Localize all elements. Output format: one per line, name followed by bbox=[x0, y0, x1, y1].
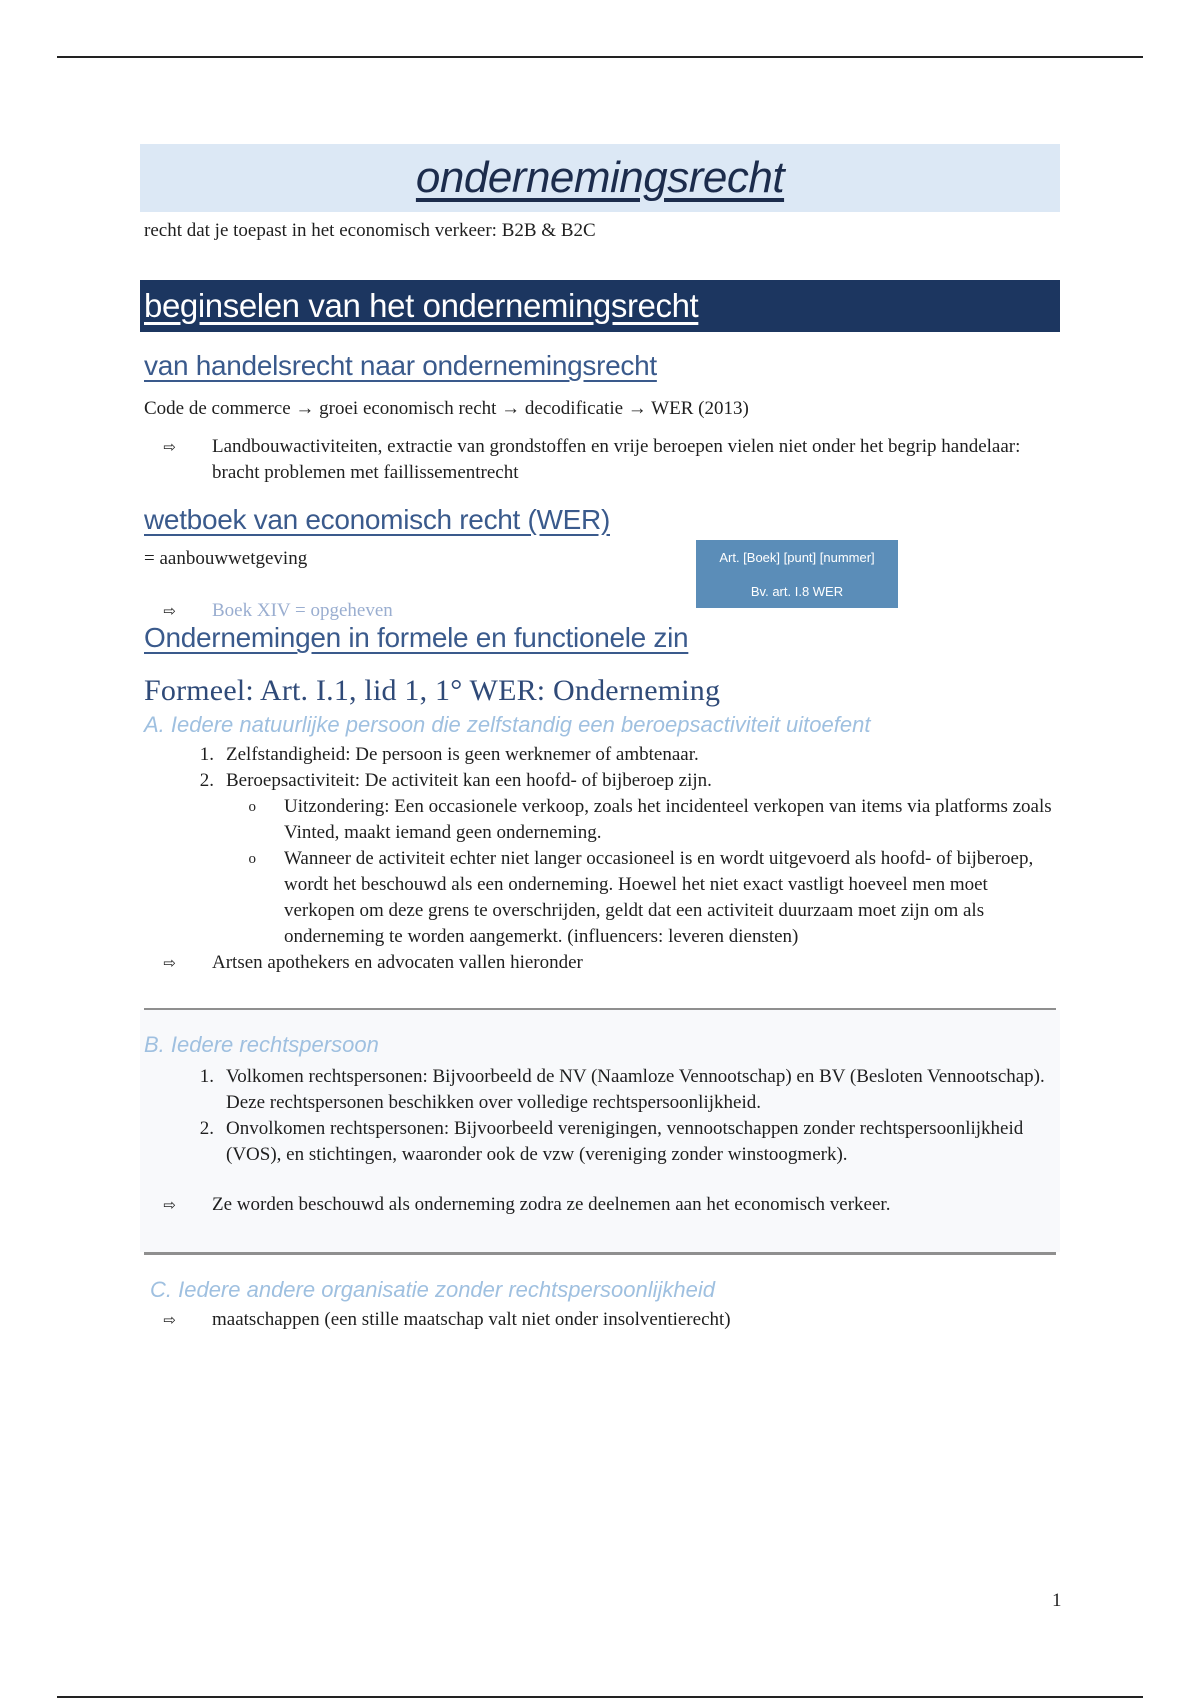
arrow-note bbox=[140, 598, 1060, 624]
article-format-callout bbox=[696, 540, 898, 608]
section-b bbox=[140, 1010, 1060, 1252]
section-heading: beginselen van het ondernemingsrecht bbox=[144, 287, 699, 324]
arrow-icon: ⇨ bbox=[163, 602, 176, 620]
list-a bbox=[140, 742, 1060, 950]
page-content bbox=[140, 144, 1060, 1333]
arrow-icon: ⇨ bbox=[163, 1196, 176, 1214]
arrow-icon: ⇨ bbox=[163, 1311, 176, 1329]
arrow-icon: ⇨ bbox=[163, 954, 176, 972]
heading-wer: wetboek van economisch recht (WER) bbox=[144, 504, 610, 535]
sub-list-item bbox=[140, 846, 1060, 950]
list-text: Onvolkomen rechtspersonen: Bijvoorbeeld verenigingen, vennootschappen zonder rechtspersoonlijkheid (VOS), en stichtingen, waaronder ook de vzw (vereniging zonder winstoogmerk). bbox=[226, 1118, 1024, 1165]
heading-a: A. Iedere natuurlijke persoon die zelfstandig een beroepsactiviteit uitoefent bbox=[144, 712, 871, 737]
callout-example: Bv. art. I.8 WER bbox=[750, 583, 844, 599]
list-number: 1. bbox=[199, 744, 214, 765]
list-text: Zelfstandigheid: De persoon is geen werknemer of ambtenaar. bbox=[226, 744, 699, 765]
list-text: Volkomen rechtspersonen: Bijvoorbeeld de NV (Naamloze Vennootschap) en BV (Besloten Vennootschap). Deze rechtspersonen beschikken over volledige rechtspersoonlijkheid. bbox=[226, 1066, 1045, 1113]
arrow-note bbox=[140, 950, 1060, 976]
title-band bbox=[140, 144, 1060, 212]
page-title: ondernemingsrecht bbox=[415, 153, 785, 202]
callout-format: Art. [Boek] [punt] [nummer] bbox=[719, 549, 875, 565]
arrow-icon: ⇨ bbox=[163, 438, 176, 456]
list-number: 2. bbox=[199, 770, 214, 791]
top-rule bbox=[57, 56, 1143, 58]
arrow-note bbox=[140, 1307, 1060, 1333]
note-text: maatschappen (een stille maatschap valt niet onder insolventierecht) bbox=[212, 1309, 731, 1330]
book-xiv-note: Boek XIV = opgeheven bbox=[212, 600, 393, 621]
subtitle: recht dat je toepast in het economisch verkeer: B2B & B2C bbox=[144, 220, 596, 241]
sub-list-text: Uitzondering: Een occasionele verkoop, zoals het incidenteel verkopen van items via platforms zoals Vinted, maakt iemand geen onderneming. bbox=[284, 796, 1052, 843]
note-text: Landbouwactiviteiten, extractie van grondstoffen en vrije beroepen vielen niet onder het begrip handelaar: bracht problemen met faillissementrecht bbox=[212, 436, 1021, 483]
note-text: Artsen apothekers en advocaten vallen hieronder bbox=[212, 952, 583, 973]
sub-list-text: Wanneer de activiteit echter niet langer occasioneel is en wordt uitgevoerd als hoofd- of bijberoep, wordt het beschouwd als een onderneming. Hoewel het niet exact vastligt hoeveel men moet verkopen om deze grens te overschrijden, geldt dat een activiteit duurzaam moet zijn om als onderneming te worden aangemerkt. (influencers: leveren diensten) bbox=[284, 848, 1034, 947]
circle-bullet-icon: o bbox=[248, 799, 256, 815]
heading-b: B. Iedere rechtspersoon bbox=[144, 1032, 379, 1057]
codification-text: Code de commerce → groei economisch recht → decodificatie → WER (2013) bbox=[144, 398, 749, 419]
list-item bbox=[140, 768, 1060, 794]
heading-c: C. Iedere andere organisatie zonder rechtspersoonlijkheid bbox=[150, 1277, 716, 1302]
page-number: 1 bbox=[1052, 1590, 1062, 1611]
heading-handelsrecht: van handelsrecht naar ondernemingsrecht bbox=[144, 350, 657, 381]
wer-row bbox=[140, 546, 1060, 646]
section-heading-band bbox=[140, 280, 1060, 332]
wer-definition: = aanbouwwetgeving bbox=[144, 548, 308, 569]
heading-formeel: Formeel: Art. I.1, lid 1, 1° WER: Onderneming bbox=[144, 674, 721, 707]
heading-ondernemingen: Ondernemingen in formele en functionele zin bbox=[144, 622, 689, 653]
list-number: 1. bbox=[199, 1066, 214, 1087]
arrow-note bbox=[140, 1192, 1060, 1218]
list-text: Beroepsactiviteit: De activiteit kan een hoofd- of bijberoep zijn. bbox=[226, 770, 712, 791]
bottom-rule bbox=[57, 1696, 1143, 1698]
note-text: Ze worden beschouwd als onderneming zodra ze deelnemen aan het economisch verkeer. bbox=[212, 1194, 891, 1215]
sub-list-item bbox=[140, 794, 1060, 846]
list-item bbox=[140, 742, 1060, 768]
list-item bbox=[140, 1064, 1060, 1116]
arrow-note bbox=[140, 434, 1060, 486]
list-number: 2. bbox=[199, 1118, 214, 1139]
circle-bullet-icon: o bbox=[248, 851, 256, 867]
list-b bbox=[140, 1064, 1060, 1168]
list-item bbox=[140, 1116, 1060, 1168]
